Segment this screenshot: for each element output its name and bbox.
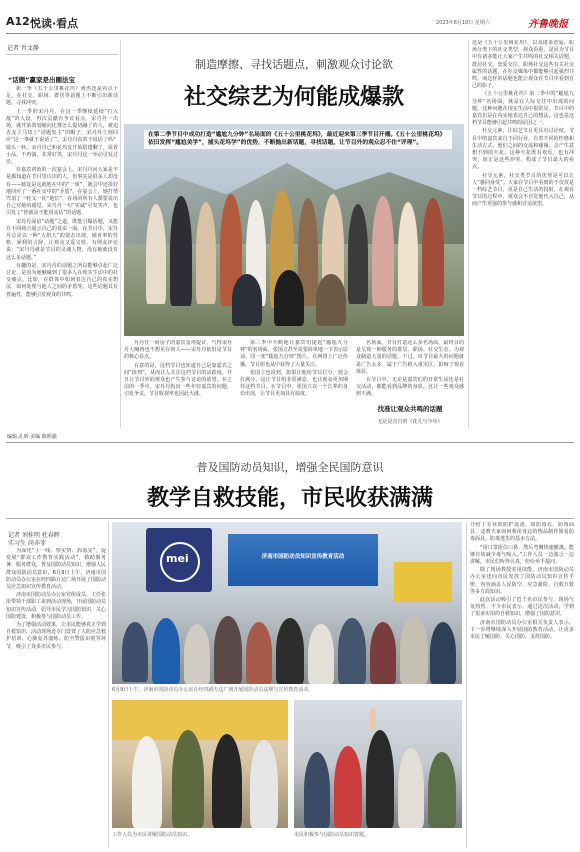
audience-member xyxy=(246,622,272,684)
yellow-backdrop xyxy=(112,700,288,740)
paragraph: 丹丹住一间房子的嘉宾金靖提议，气得宋丹丹大喊再也不想见在何人——宋丹丹依旧是节目的核心看点。 xyxy=(124,340,232,361)
article1-subtitle: 制造摩擦、寻找话题点，刺激观众讨论欲 xyxy=(195,58,393,71)
audience-member xyxy=(214,616,242,684)
photo-banner: 在第二季节目中成功打造“尴尬九分钟”名场面的《五十公里桃花坞》，最近迎来第三季节目开播。《五十公里桃花坞》依旧发挥“尴尬美学”，捕头花坞学”的优势，不断抛出新话题，寻找话题，让节目外的观众忍不住“评理”。 xyxy=(144,130,452,149)
column-divider xyxy=(468,40,469,428)
cast-member xyxy=(422,198,444,306)
cast-member xyxy=(348,204,368,304)
yellow-board xyxy=(394,562,452,602)
page-number: A12 xyxy=(6,15,30,28)
article2-subtitle: 普及国防动员知识，增强全民国防意识 xyxy=(196,461,384,474)
citizen xyxy=(304,752,330,828)
citizen xyxy=(398,748,424,828)
left-column-heading: “话题”赢家是出圈法宝 xyxy=(8,76,76,84)
audience-member xyxy=(308,624,334,684)
citizen xyxy=(334,746,362,828)
paragraph: 名场面。节目打造这么多名场面，最终目的是呈现一种服务的群居、职场、社交生态。为观众制造大量的话题。不过，该节目最大的问题就是广告太多，属于广告植入重灾区，影响了观看体验。 xyxy=(356,340,464,375)
audience-member xyxy=(430,622,456,684)
citizen xyxy=(212,734,242,828)
paragraph: 还是《五十公里桃花坞》，以及诸多恋爱、职场分类下的社交类型，观众看重，是因为节目中有诸多能让大家产生共鸣的社交相关话题，群居社交、恋爱交往、职场社交这些有关社交属性的话题，在社交媒体中都能够引起强烈共鸣，而这样的话题也能让观众在节目中看到自己的影子。 xyxy=(472,40,574,90)
paragraph: 此次活动吸引了近千名市民参与，现场气氛热烈。不少市民表示，通过这次活动，学到了很多实用的自救知识，增强了国防意识。 xyxy=(470,597,574,618)
citizen xyxy=(428,752,456,828)
citizen xyxy=(250,740,278,828)
paragraph: 在节目中，无论是嘉宾们的日常生活还是社交活动，都能看到品牌的身影，这让一些观众感到不满。 xyxy=(356,377,464,398)
article1-mid-column-1 xyxy=(124,340,232,428)
paragraph: 在嘉宾初始的一次宴会上，宋丹丹问大家是不是都知道在节目里认识的人，但事实是很多人却没有——她这是这就地在中的“一姐”，她会中还很好地回应了一番社交中的“矛盾”。在宴会上，她打情骂俏了一轮又一轮“地位”，在场的所有人都要说出自己对她的感觉。宋丹丹一句“实诚”引发笑声，也引发了“你就是不能说实话”的话题。 xyxy=(6,167,118,217)
cast-member xyxy=(398,202,418,306)
audience-member xyxy=(276,618,304,684)
sign-logo-text: mei xyxy=(166,552,189,565)
paragraph: 张国立也说到，如果让他给节目打分，他会打满分，这让节目组非常满意，也让观众更加期待这档节目。在节目中，张国立以一个长辈的身份出现，让节目更加具有温度。 xyxy=(240,369,348,398)
author-rule xyxy=(6,54,118,55)
audience-member xyxy=(152,618,180,684)
side-heading: 找准让观众共鸣的话题 xyxy=(377,405,443,413)
title-rule xyxy=(6,518,574,519)
paragraph: 社交元素，社交类节目的优势是可以让人“感同身受”。大家在节目中看到的不仅仅是一档综艺节目，更是自己生活的投射，在观看节目的过程中，观众会不自觉地代入自己，从而产生更强的参与感和讨论欲望。 xyxy=(472,172,574,208)
section-name: 悦读·看点 xyxy=(30,17,79,30)
article2-photo-3 xyxy=(294,700,462,828)
cast-member xyxy=(196,202,216,304)
side-caption: 无论是宣自的《花儿与少年》 xyxy=(377,419,443,425)
event-backdrop xyxy=(228,534,378,586)
article2-title: 教学自救技能，市民收获满满 xyxy=(146,485,433,511)
audience-member xyxy=(338,618,366,684)
section-divider xyxy=(6,442,574,443)
raised-hand xyxy=(370,708,376,730)
paragraph: 第三季中不断地让嘉宾们提起“尴尬九分钟”的名场面，张国立甚至说要简单地一下表示原谅。同一张“尴尬九分钟”图片，在网络上广泛传播，节目组也从中获得了大量关注。 xyxy=(240,340,348,368)
seated-cast-member xyxy=(232,274,262,326)
paragraph: 为深化“上一线、察实情、抓落实”，促发展“群众工作教育实践活动”，救助服务暑，服务群众，普及国防动员知识，增强人民群众国防动员意识，6月9日上午，济南市国防动员办公室在经四路万达广场开展了国防动员应急知识宣传教育活动。 xyxy=(6,548,106,591)
paragraph: 济南市国防动员办公室相关负责人表示，下一步将继续深入开展国防教育活动，让更多市民了解国防、关心国防、支持国防。 xyxy=(470,619,574,641)
article2-photo-2 xyxy=(112,700,288,828)
brand-logo: 齐鲁晚报 xyxy=(528,19,568,30)
photo2-caption: 工作人员为市民讲解国防动员知识。 xyxy=(112,832,193,838)
cast-member xyxy=(372,196,394,306)
article2-right-column xyxy=(470,522,574,848)
paragraph: 《五十公里桃花坞》第二季中的“尴尬九分钟”名场面，就是在人际交往中出现的问题，这种问题在现实生活中很常见。节目中的嘉宾们是在真实地表达自己的想法，这也是这档节目能够引起共鸣的原因之一。 xyxy=(472,91,574,127)
column-divider xyxy=(466,522,467,848)
staff-member xyxy=(172,730,204,828)
article1-mid-column-2 xyxy=(240,340,348,428)
audience-member xyxy=(400,616,428,684)
page-header xyxy=(0,0,580,36)
article1-main-photo xyxy=(124,124,464,336)
paragraph: 有趣的是，宋丹丹的话题之所以能够引起广泛讨论，是因为她触碰到了很多人在现实生活中的社交痛点。比如，在群体中如何表达自己的真实想法，如何处理与他人之间的矛盾等。这些话题具有普遍性，能够引发观众的共鸣。 xyxy=(6,262,118,298)
article2-photo-1 xyxy=(112,522,462,684)
paragraph: 除了现场教授实用技能，济南市国防动员办公室还向市民发放了国防动员知识宣传手册，内容涵盖人民防空、应急避险、自救互救等多方面知识。 xyxy=(470,567,574,595)
paragraph: 有意的是，这档节目也知道自己是靠嘉宾之间“批判”，从而让人关注这档节目的活跃度，并且让节目外的观众也产生参与讨论的欲望。在之前的一季中，宋丹丹指出一些年轻嘉宾的问题，引发争议，节目收视率也因此大涨。 xyxy=(124,362,232,398)
column-divider xyxy=(108,522,109,848)
header-rule xyxy=(6,33,574,34)
event-banner-text: 济南市国防动员知识宣传教育活动 xyxy=(261,554,345,560)
paragraph: 介绍了专业的防护设备，如防毒衣、防毒面具，还教大家如何利用身边的物品制作简易防毒面具，防毒逃生的基本方法。 xyxy=(470,522,574,543)
article1-author: 记者 肖文静 xyxy=(7,45,39,52)
citizen xyxy=(366,730,394,828)
paragraph: 社交元素，让综艺节目更具有讨论度。节目中的嘉宾来自不同行业，有着不同的性格和生活方式，他们之间的交流和碰撞，会产生意想不到的火花。这种火花既有欢乐，也有冲突，而正是这些冲突，构成了节目最大的看点。 xyxy=(472,128,574,171)
cast-member xyxy=(146,204,166,304)
column-divider xyxy=(120,40,121,428)
paragraph: 为了增强活动效果，让市民能够真正学到自救知识，活动现场还专门设置了人防应急救护培训、心肺复苏演练、防空警报识别等环节，吸引了众多市民参与。 xyxy=(6,622,106,650)
paragraph: “用口罩捂住口鼻，然后弯腰快速撤离，能够有效减少毒气吸入。”工作人员一边演示一边讲解，市民们听得认真，纷纷举手提问。 xyxy=(470,544,574,566)
article1-editors: 编辑 孔昕 美编 陈明强 xyxy=(7,434,57,440)
paragraph: 上一季的宋丹丹，在这一季继续延续“打入敌”的人设，再次贡献有争议看点。宋丹丹一出场，就开始策划她向比赛怎么提切融了的人，被迫否友立马知上“话题发主”的帽子，宋丹丹立刻回应“这一事就不说话了”。宋丹丹真的不说话了吗？镜头一转，宋丹丹已和花坞友开始搭建聊了，说着小品，不再演，非常好笑，宋丹丹这一举动引发讨论。 xyxy=(6,108,118,166)
article2-authors: 记者 刘桂明 杜春晖 实习生 尚亦菲 xyxy=(8,532,60,547)
article1-title: 社交综艺为何能成爆款 xyxy=(183,84,404,110)
article1-left-column xyxy=(6,86,118,426)
audience-member xyxy=(370,622,396,684)
paragraph: 济南市国防动员办公室党组成员、主任张彤带领干部职工来到活动现场，开展国防动员知识宣传活动，倡导市民学习国防知识，关心国防建设，积极参与国防动员工作。 xyxy=(6,592,106,620)
seated-cast-member xyxy=(274,270,304,326)
article2-left-column xyxy=(6,548,106,848)
audience-member xyxy=(184,624,210,684)
article1-mid-column-3 xyxy=(356,340,464,400)
photo3-caption: 市民积极参与国防动员知识答题。 xyxy=(294,832,370,838)
seated-cast-member xyxy=(316,274,346,326)
staff-member xyxy=(132,736,162,828)
audience-member xyxy=(122,622,148,682)
cast-member xyxy=(170,196,192,306)
paragraph: 新一季《五十公里桃花坞》黄杰还是看点十足，在社交、职场、群居等话题上不断引出新话题，寻找冲突。 xyxy=(6,86,118,107)
store-sign xyxy=(146,528,212,592)
paragraph: 宋丹丹深谙“话题”之道，既能引爆话题，又能在不同场合展示自己的真实一面。在节目中，宋丹丹总是以一种“大姐大”的姿态出现，她直率的性格、犀利的言辞，让观众又爱又恨。有网友评论说：“宋丹丹就是节目的灵魂人物，没有她就没有这么多话题。” xyxy=(6,218,118,261)
photo1-caption: 6月9日上午，济南市国防动员办公室在经四路万达广场开展国防动员法规与宣传教育活动。 xyxy=(112,687,314,693)
issue-date: 2023年6月10日 星期六 xyxy=(436,20,490,26)
article1-right-column xyxy=(472,40,574,428)
